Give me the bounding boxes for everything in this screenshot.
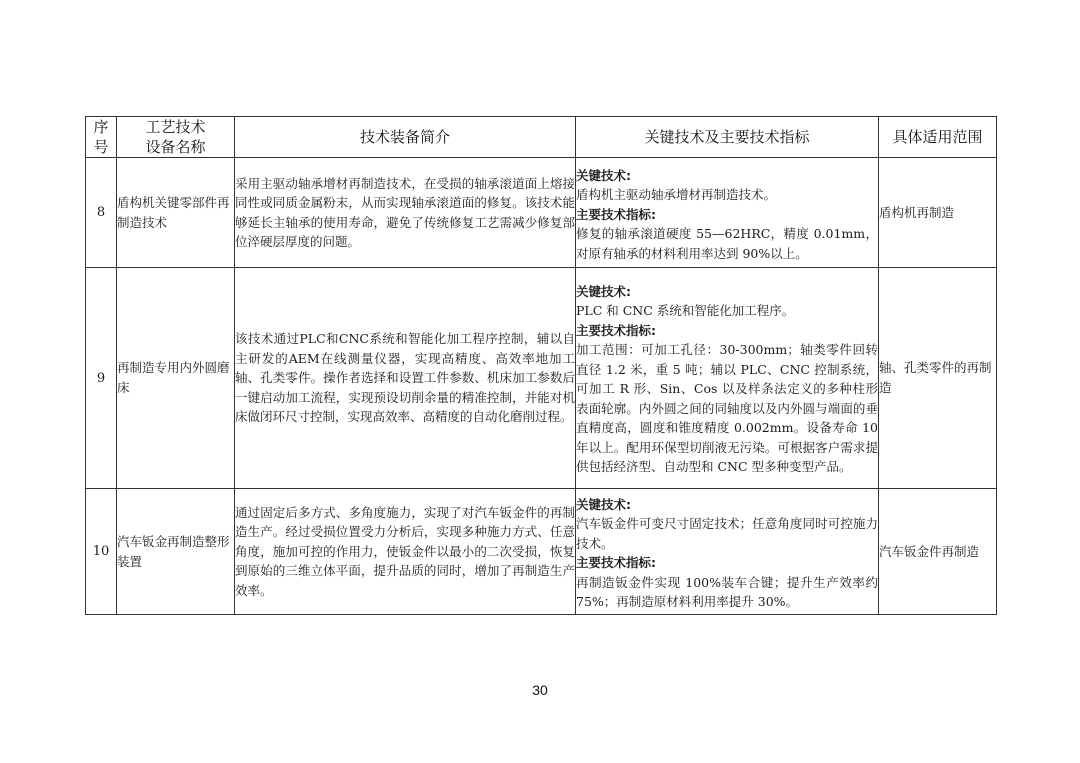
application-scope: 轴、孔类零件的再制造	[879, 268, 997, 489]
main-index-title: 主要技术指标:	[576, 206, 656, 222]
application-scope: 汽车钣金件再制造	[879, 489, 997, 615]
row-number: 8	[86, 158, 117, 268]
key-technology-text: 汽车钣金件可变尺寸固定技术；任意角度同时可控施力技术。	[576, 516, 878, 551]
key-technology-title: 关键技术:	[576, 496, 631, 512]
key-technology-cell	[576, 268, 879, 489]
main-index-title: 主要技术指标:	[576, 555, 656, 570]
equipment-name: 再制造专用内外圆磨床	[117, 268, 235, 489]
main-index-text: 修复的轴承滚道硬度 55—62HRC，精度 0.01mm，对原有轴承的材料利用率达到 90%以上。	[576, 226, 878, 261]
key-technology-text: 盾构机主驱动轴承增材再制造技术。	[576, 187, 777, 203]
header-no: 序号	[86, 117, 117, 158]
header-name: 工艺技术设备名称	[117, 117, 235, 158]
table-row	[86, 489, 997, 615]
main-index-title: 主要技术指标:	[576, 322, 656, 338]
key-technology-title: 关键技术:	[576, 167, 631, 183]
row-number: 10	[86, 489, 117, 615]
key-technology-cell	[576, 489, 879, 615]
table-row	[86, 158, 997, 268]
equipment-intro: 通过固定后多方式、多角度施力，实现了对汽车钣金件的再制造生产。经过受损位置受力分析后，实现多种施力方式、任意角度，施加可控的作用力，使钣金件以最小的二次受损，恢复到原始的三维立体平面，提升品质的同时，增加了再制造生产效率。	[235, 489, 576, 615]
equipment-intro: 采用主驱动轴承增材再制造技术，在受损的轴承滚道面上熔接同性或同质金属粉末，从而实现轴承滚道面的修复。该技术能够延长主轴承的使用寿命，避免了传统修复工艺需减少修复部位淬硬层厚度的问题。	[235, 158, 576, 268]
equipment-intro: 该技术通过PLC和CNC系统和智能化加工程序控制，辅以自主研发的AEM在线测量仪器，实现高精度、高效率地加工轴、孔类零件。操作者选择和设置工件参数、机床加工参数后一键启动加工流程，实现预设切削余量的精准控制，并能对机床做闭环尺寸控制，实现高效率、高精度的自动化磨削过程。	[235, 268, 576, 489]
table-row	[86, 268, 997, 489]
header-scope: 具体适用范围	[879, 117, 997, 158]
row-number: 9	[86, 268, 117, 489]
table-header-row	[86, 117, 997, 158]
page-number: 30	[532, 682, 548, 698]
application-scope: 盾构机再制造	[879, 158, 997, 268]
main-index-text: 加工范围：可加工孔径：30-300mm；轴类零件回转直径 1.2 米，重 5 吨；辅以 PLC、CNC 控制系统，可加工 R 形、Sin、Cos 以及样条法定义的多种柱形表面轮廓。内外圆之间的同轴度以及内外圆与端面的垂直精度高，圆度和锥度精度 0.002mm。设备寿命 10 年以上。配用环保型切削液无污染。可根据客户需求提供包括经济型、自动型和 CNC 型多种变型产品。	[576, 342, 878, 474]
main-index-text: 再制造钣金件实现 100%装车合键；提升生产效率约 75%；再制造原材料利用率提升 30%。	[576, 574, 878, 609]
header-intro: 技术装备简介	[235, 117, 576, 158]
equipment-name: 汽车钣金再制造整形装置	[117, 489, 235, 615]
key-technology-cell	[576, 158, 879, 268]
header-key: 关键技术及主要技术指标	[576, 117, 879, 158]
key-technology-title: 关键技术:	[576, 283, 631, 299]
equipment-table	[85, 116, 997, 615]
key-technology-text: PLC 和 CNC 系统和智能化加工程序。	[576, 303, 795, 318]
equipment-name: 盾构机关键零部件再制造技术	[117, 158, 235, 268]
